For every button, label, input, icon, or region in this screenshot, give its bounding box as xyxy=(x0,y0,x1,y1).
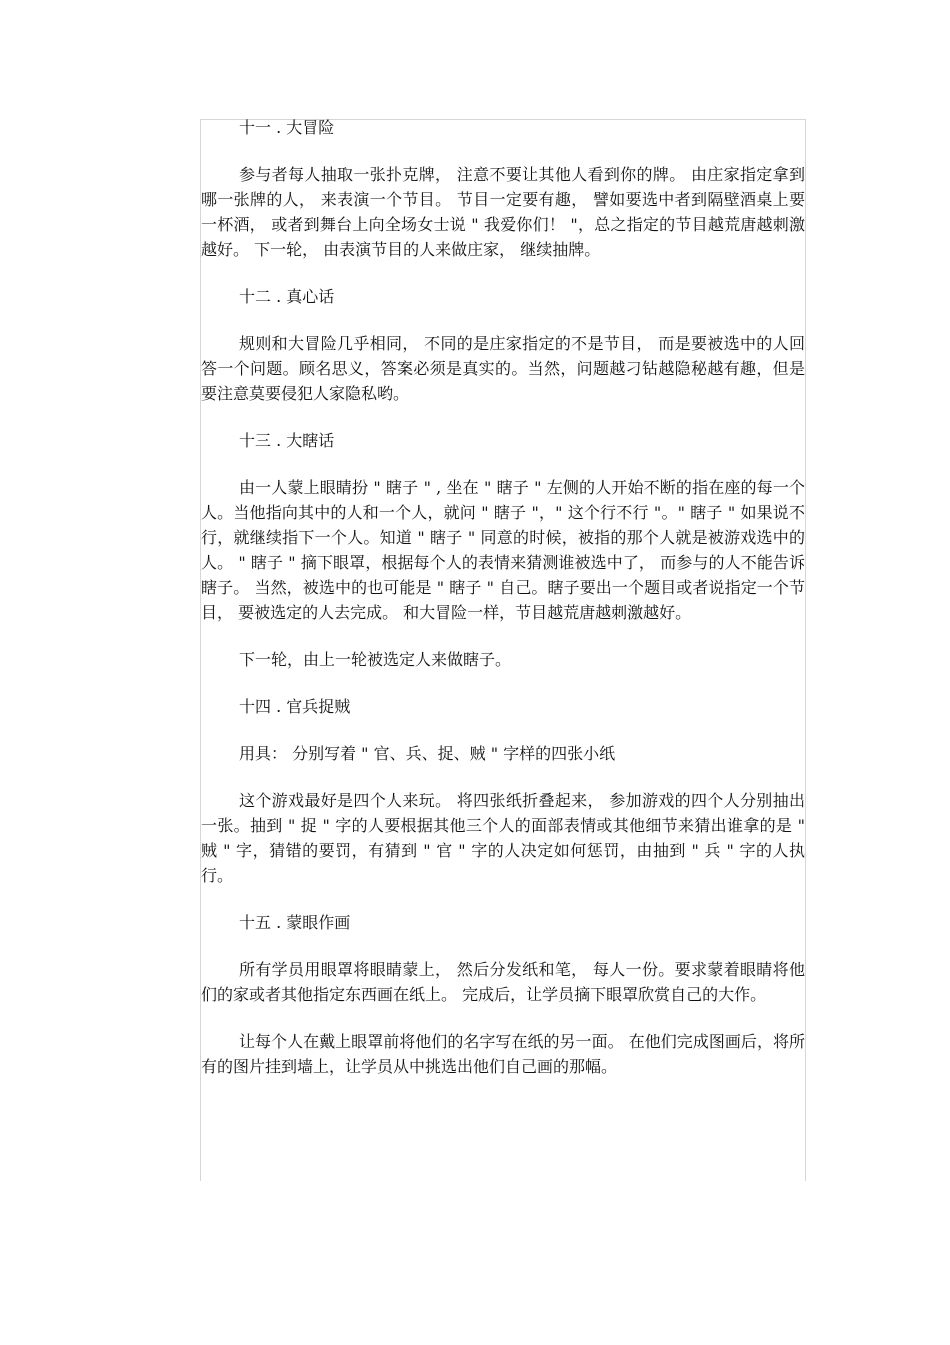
section-15-paragraph-1: 所有学员用眼罩将眼睛蒙上， 然后分发纸和笔， 每人一份。要求蒙着眼睛将他们的家或者其他指定东西画在纸上。 完成后，让学员摘下眼罩欣赏自己的大作。 xyxy=(201,960,805,1004)
document-body xyxy=(201,115,805,1101)
section-heading-12: 十二 . 真心话 xyxy=(239,287,335,306)
section-13-paragraph-1: 由一人蒙上眼睛扮 " 瞎子 " , 坐在 " 瞎子 " 左侧的人开始不断的指在座的每一个人。当他指向其中的人和一个人，就问 " 瞎子 "，" 这个行不行 "。" 瞎子 " 如果说不行，就继续指下一个人。知道 " 瞎子 " 同意的时候，被指的那个人就是被游戏选中的人。 " 瞎子 " 摘下眼罩，根据每个人的表情来猜测谁被选中了， 而参与的人不能告诉瞎子。 当然，被选中的也可能是 " 瞎子 " 自己。瞎子要出一个题目或者说指定一个节目， 要被选定的人去完成。 和大冒险一样，节目越荒唐越刺激越好。 xyxy=(201,478,805,622)
section-heading-14: 十四 . 官兵捉贼 xyxy=(239,697,351,716)
section-14-paragraph: 这个游戏最好是四个人来玩。 将四张纸折叠起来， 参加游戏的四个人分别抽出一张。抽到 " 捉 " 字的人要根据其他三个人的面部表情或其他细节来猜出谁拿的是 " 贼 " 字，猜错的要罚，有猜到 " 官 " 字的人决定如何惩罚，由抽到 " 兵 " 字的人执行。 xyxy=(201,791,805,885)
section-heading-13: 十三 . 大瞎话 xyxy=(239,431,335,450)
section-13-paragraph-2: 下一轮，由上一轮被选定人来做瞎子。 xyxy=(239,650,512,669)
section-12-paragraph: 规则和大冒险几乎相同， 不同的是庄家指定的不是节目， 而是要被选中的人回答一个问题。顾名思义，答案必须是真实的。当然，问题越刁钻越隐秘越有趣，但是要注意莫要侵犯人家隐私哟。 xyxy=(201,334,805,403)
section-heading-11: 十一 . 大冒险 xyxy=(239,118,335,137)
section-11-paragraph: 参与者每人抽取一张扑克牌， 注意不要让其他人看到你的牌。 由庄家指定拿到哪一张牌的人， 来表演一个节目。 节目一定要有趣， 譬如要选中者到隔壁酒桌上要一杯酒， 或者到舞台上向全场女士说 " 我爱你们！ "，总之指定的节目越荒唐越刺激越好。 下一轮， 由表演节目的人来做庄家， 继续抽牌。 xyxy=(201,165,805,259)
section-14-tools: 用具： 分别写着 " 官、兵、捉、贼 " 字样的四张小纸 xyxy=(239,744,616,763)
section-heading-15: 十五 . 蒙眼作画 xyxy=(239,913,351,932)
section-15-paragraph-2: 让每个人在戴上眼罩前将他们的名字写在纸的另一面。 在他们完成图画后，将所有的图片挂到墙上，让学员从中挑选出他们自己画的那幅。 xyxy=(201,1032,805,1076)
